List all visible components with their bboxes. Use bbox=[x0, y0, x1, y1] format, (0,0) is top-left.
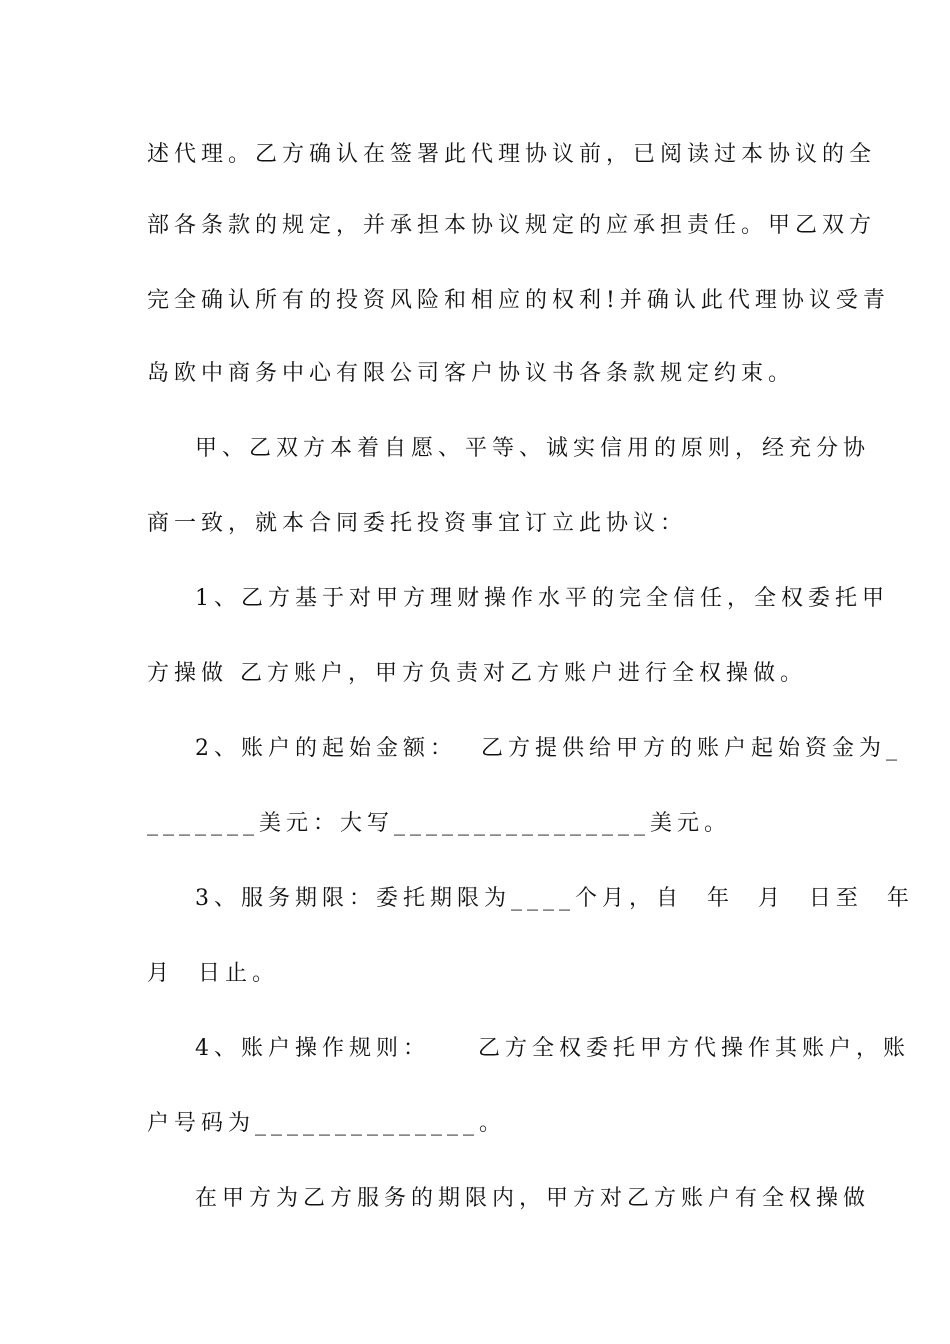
text-line: 4、账户操作规则： 乙方全权委托甲方代操作其账户，账 bbox=[147, 1036, 910, 1061]
text-line: 月 日止。 bbox=[147, 961, 279, 986]
text-line: 1、乙方基于对甲方理财操作水平的完全信任，全权委托甲 bbox=[147, 586, 889, 611]
text-line: 在甲方为乙方服务的期限内，甲方对乙方账户有全权操做 bbox=[147, 1186, 870, 1211]
text-line: _______美元：大写________________美元。 bbox=[147, 811, 732, 836]
text-line: 甲、乙双方本着自愿、平等、诚实信用的原则，经充分协 bbox=[147, 436, 870, 461]
text-line: 户号码为______________。 bbox=[147, 1111, 507, 1136]
text-line: 完全确认所有的投资风险和相应的权利!并确认此代理协议受青 bbox=[147, 288, 890, 313]
text-line: 部各条款的规定，并承担本协议规定的应承担责任。甲乙双方 bbox=[147, 213, 877, 238]
text-line: 岛欧中商务中心有限公司客户协议书各条款规定约束。 bbox=[147, 361, 796, 386]
text-line: 2、账户的起始金额： 乙方提供给甲方的账户起始资金为_ bbox=[147, 736, 902, 761]
text-line: 方操做 乙方账户，甲方负责对乙方账户进行全权操做。 bbox=[147, 661, 807, 686]
text-line: 述代理。乙方确认在签署此代理协议前，已阅读过本协议的全 bbox=[147, 142, 877, 167]
text-line: 3、服务期限：委托期限为____个月，自 年 月 日至 年 bbox=[147, 886, 914, 911]
text-line: 商一致，就本合同委托投资事宜订立此协议： bbox=[147, 511, 688, 536]
